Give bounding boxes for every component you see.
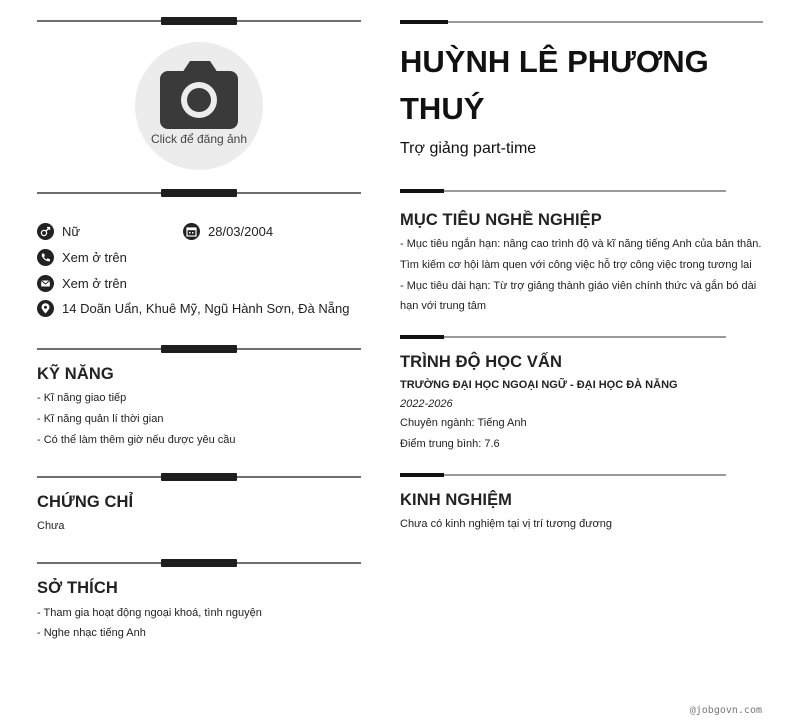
education-title: TRÌNH ĐỘ HỌC VẤN bbox=[400, 353, 563, 371]
hobby-item: - Tham gia hoạt động ngoại khoá, tình nguyện bbox=[37, 607, 262, 619]
gender-value: Nữ bbox=[62, 224, 81, 239]
avatar-caption: Click để đăng ảnh bbox=[150, 132, 248, 146]
experience-text: Chưa có kinh nghiệm tại vị trí tương đương bbox=[400, 518, 613, 530]
avatar-upload[interactable] bbox=[135, 42, 263, 170]
address-value: 14 Doãn Uẩn, Khuê Mỹ, Ngũ Hành Sơn, Đà Nẵng bbox=[62, 301, 350, 316]
job-title: Trợ giảng part-time bbox=[400, 140, 537, 157]
email-value: Xem ở trên bbox=[62, 276, 127, 291]
divider-certificates bbox=[37, 475, 361, 479]
divider-name bbox=[400, 20, 763, 24]
gender-row bbox=[37, 223, 80, 240]
education-years: 2022-2026 bbox=[400, 398, 453, 410]
email-row bbox=[37, 275, 127, 292]
email-icon bbox=[37, 275, 54, 292]
objective-text: - Mục tiêu ngắn hạn: nâng cao trình độ và kĩ năng tiếng Anh của bản thân. bbox=[400, 238, 762, 250]
divider-after-photo bbox=[37, 191, 361, 195]
objective-text: - Mục tiêu dài hạn: Từ trợ giảng thành giáo viên chính thức và gắn bó dài bbox=[400, 280, 757, 292]
hobby-item: - Nghe nhạc tiếng Anh bbox=[37, 627, 146, 639]
phone-icon bbox=[37, 249, 54, 266]
objective-title: MỤC TIÊU NGHỀ NGHIỆP bbox=[400, 211, 602, 229]
birthday-row bbox=[183, 223, 273, 240]
birthday-value: 28/03/2004 bbox=[208, 224, 274, 239]
phone-row bbox=[37, 249, 127, 266]
candidate-name: HUỲNH LÊ PHƯƠNG THUÝ bbox=[400, 44, 709, 126]
phone-value: Xem ở trên bbox=[62, 250, 127, 265]
camera-icon bbox=[160, 61, 238, 129]
skill-item: - Kĩ năng quản lí thời gian bbox=[37, 413, 164, 425]
objective-text: Tìm kiếm cơ hội làm quen với công việc hỗ trợ công việc trong tương lai bbox=[400, 259, 752, 271]
experience-title: KINH NGHIỆM bbox=[400, 491, 513, 509]
education-gpa: Điểm trung bình: 7.6 bbox=[400, 438, 500, 450]
divider-objective bbox=[400, 189, 726, 193]
education-school: TRƯỜNG ĐẠI HỌC NGOẠI NGỮ - ĐẠI HỌC ĐÀ NẴNG bbox=[400, 379, 678, 391]
address-row bbox=[37, 300, 349, 317]
divider-top-left bbox=[37, 19, 361, 23]
gender-icon bbox=[37, 223, 54, 240]
objective-text: hạn với trung tâm bbox=[400, 300, 487, 312]
calendar-icon bbox=[183, 223, 200, 240]
skill-item: - Có thể làm thêm giờ nếu được yêu cầu bbox=[37, 434, 236, 446]
divider-experience bbox=[400, 473, 726, 477]
skills-title: KỸ NĂNG bbox=[37, 365, 114, 383]
certificates-text: Chưa bbox=[37, 520, 65, 532]
hobbies-title: SỞ THÍCH bbox=[37, 579, 118, 597]
divider-hobbies bbox=[37, 561, 361, 565]
divider-education bbox=[400, 335, 726, 339]
certificates-title: CHỨNG CHỈ bbox=[37, 493, 134, 511]
location-pin-icon bbox=[37, 300, 54, 317]
divider-skills bbox=[37, 347, 361, 351]
skill-item: - Kĩ năng giao tiếp bbox=[37, 392, 127, 404]
watermark: @jobgovn.com bbox=[689, 705, 762, 716]
education-major: Chuyên ngành: Tiếng Anh bbox=[400, 417, 527, 429]
